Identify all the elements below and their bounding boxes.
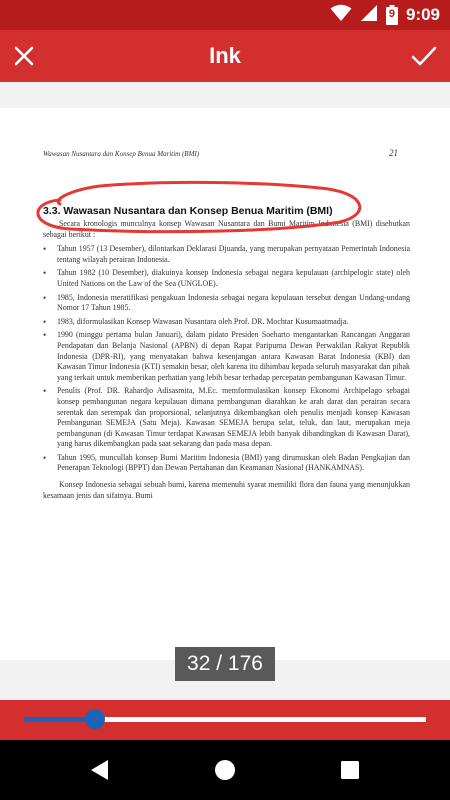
app-bar bbox=[0, 30, 450, 82]
home-icon bbox=[214, 759, 236, 781]
body-text bbox=[43, 219, 410, 501]
home-button[interactable] bbox=[205, 750, 245, 790]
list-item: • 1985, Indonesia meratifikasi pengakuan Indonesia sebagai negara kepulauan tersebut dengan Undang-undang Nomor 17 Tahun 1985. bbox=[43, 293, 410, 314]
page-seek-thumb[interactable] bbox=[85, 709, 105, 729]
intro-paragraph: Secara kronologis munculnya konsep Wawasan Nusantara dan Bumi Maritim Indonesia (BMI) disebutkan sebagai berikut : bbox=[43, 219, 410, 239]
status-bar bbox=[0, 0, 450, 30]
running-header: Wawasan Nusantara dan Konsep Benua Maritim (BMI) bbox=[43, 150, 200, 158]
battery-level: 9 bbox=[388, 8, 396, 20]
signal-icon bbox=[360, 4, 378, 27]
list-item: • Penulis (Prof. DR. Rahardjo Adisasmita, M.Ec. memformulasikan konsep Ekonomi Archipelago sebagai konsep pembangunan negara kepulauan dimana pembangunan diarahkan ke arah darat dan perairan secara serentak dan serempak dan proporsional, selanjutnya dikembangkan oleh penulis menjadi konsep Kawasan Pembangunan SEMEJA (Satu Meja). Kawasan SEMEJA berupa selat, teluk, dan laut, merupakan meja pembangunan (di Kawasan Timur terdapat Kawasan SEMEJA lebih banyak dibandingkan di Kawasan Darat), yang harus dikembangkan pada saat sekarang dan pada masa depan. bbox=[43, 386, 410, 450]
back-icon bbox=[90, 759, 110, 781]
recents-icon bbox=[340, 760, 360, 780]
list-item: • 1990 (minggu pertama bulan Januari), dalam pidato Presiden Soeharto mengantarkan Rancangan Anggaran Pendapatan dan Belanja Nasional (APBN) di depan Rapat Paripurna Dewan Perwakilan Rakyat Republik Indonesia (DPR-RI), yang menyatakan bahwa kesenjangan antara Kawasan Barat Indonesia (KBI) dan Kawasan Timur Indonesia (KTI) semakin besar, oleh karena itu dihimbau kepada seluruh masyarakat dan pihak yang terkait untuk memberikan perhatian yang lebih besar terhadap percepatan pembangunan Kawasan Timur. bbox=[43, 330, 410, 383]
confirm-button[interactable] bbox=[404, 36, 444, 76]
navigation-bar bbox=[0, 740, 450, 800]
list-item: • Tahun 1957 (13 Desember), dilontarkan Deklarasi Djuanda, yang merupakan pernyataan Pemerintah Indonesia tentang wilayah perairan Indonesia. bbox=[43, 244, 410, 265]
list-item: • Tahun 1995, muncullah konsep Bumi Maritim Indonesia (BMI) yang dirumuskan oleh Badan Pengkajian dan Penerapan Teknologi (BPPT) dan Dewan Pertahanan dan Keamanan Nasional (HANKAMNAS). bbox=[43, 453, 410, 474]
page-seek-panel bbox=[0, 700, 450, 740]
page-indicator: 32 / 176 bbox=[175, 647, 275, 681]
app-title: Ink bbox=[209, 43, 241, 68]
document-viewer[interactable] bbox=[0, 82, 450, 700]
page-number: 21 bbox=[389, 148, 398, 158]
back-button[interactable] bbox=[80, 750, 120, 790]
section-heading: 3.3. Wawasan Nusantara dan Konsep Benua Maritim (BMI) bbox=[43, 205, 333, 217]
list-item: • Tahun 1982 (10 Desember), diakuinya konsep Indonesia sebagai negara kepulauan (archipelogic state) oleh United Nations on the Law of the Sea (UNGLOE). bbox=[43, 268, 410, 289]
status-icons bbox=[330, 4, 440, 26]
battery-icon bbox=[386, 5, 398, 25]
closing-paragraph: Konsep Indonesia sebagai sebuah bumi, karena memenuhi syarat memiliki flora dan fauna yang menunjukkan kesamaan jenis dan sifatnya. Bumi bbox=[43, 480, 410, 500]
bullet-list bbox=[43, 244, 410, 474]
check-icon bbox=[411, 45, 437, 67]
recents-button[interactable] bbox=[330, 750, 370, 790]
clock: 9:09 bbox=[405, 5, 440, 24]
wifi-icon bbox=[330, 4, 352, 27]
document-page[interactable] bbox=[0, 108, 450, 660]
list-item: • 1983, diformulasikan Konsep Wawasan Nusantara oleh Prof. DR. Mochtar Kusumaatmadja. bbox=[43, 317, 410, 328]
